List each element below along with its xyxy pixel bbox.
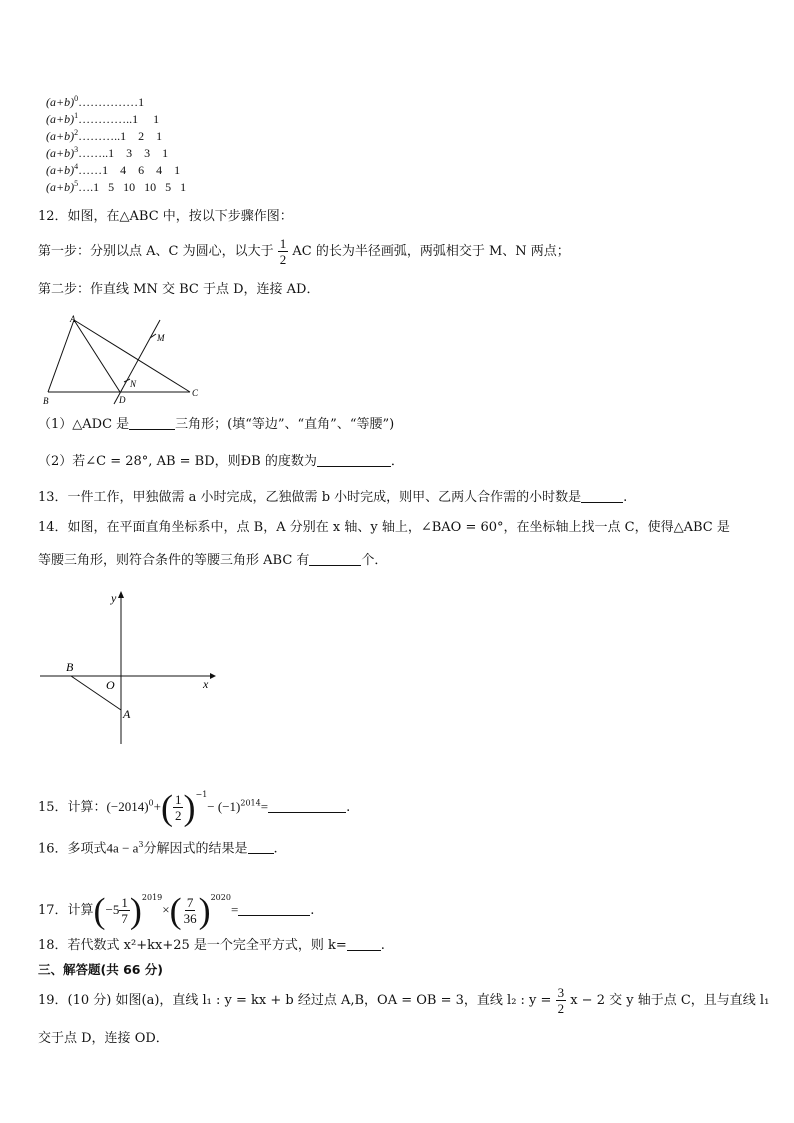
x-axis-arrow [210,673,216,679]
q15-exp: 0 [148,798,154,808]
q15-label: 15．计算： [38,800,107,815]
q15-term-c: − (−1) [207,799,241,814]
q13-text: 13．一件工作，甲独做需 a 小时完成，乙独做需 b 小时完成，则甲、乙两人合作需的小时数是 [38,490,582,505]
fraction [556,985,567,1016]
answer-blank[interactable] [238,901,310,916]
q16-exp: 3 [138,840,144,849]
frac-denominator: 7 [121,911,128,926]
pascal-lhs: (a+b) [46,163,75,177]
q12-part2 [38,452,404,471]
label-A: A [123,707,131,721]
frac-numerator: 1 [279,236,287,251]
pascal-row [46,175,186,196]
q15-eq: = [260,799,269,814]
fraction [119,895,130,926]
paren-left: ( [160,787,173,828]
pascal-coefs: 1 1 [132,112,160,126]
pascal-coefs: 1 [138,95,145,109]
paren-left: ( [169,890,182,931]
coordinate-figure [38,586,228,748]
paren-left: ( [93,890,106,931]
q15-term-a: (−2014) [106,799,149,814]
q18-end: . [380,938,385,953]
q12-step1-text: 第一步：分别以点 A、C 为圆心，以大于 [38,244,274,259]
frac-numerator: 3 [557,985,565,1000]
q18 [38,936,385,955]
pascal-exp: 4 [74,162,79,171]
q13-end: . [623,490,628,505]
pascal-dots: ………….. [78,112,133,126]
frac-denominator: 2 [174,808,182,823]
pascal-exp: 2 [74,128,79,137]
pascal-exp: 1 [74,111,79,120]
y-axis-arrow [118,591,124,598]
q17 [38,878,314,931]
pascal-dots: …………… [78,95,139,109]
q12-step1 [38,236,570,268]
q12-intro: 12．如图，在△ABC 中，按以下步骤作图： [38,209,293,224]
pascal-exp: 0 [74,94,79,103]
q12-part1-text-2: 三角形；(填“等边”、“直角”、“等腰”) [175,417,395,432]
frac-denominator: 36 [183,911,197,926]
q17-end: . [310,903,315,918]
q16-expr: 4a − a [106,840,139,856]
label-C: C [192,388,199,398]
q16-label: 16．多项式 [38,841,107,857]
q16-text: 分解因式的结果是 [143,841,248,857]
q15 [38,778,350,826]
q19-text-2: x − 2 交 y 轴于点 C，且与直线 l₁ [570,993,770,1008]
label-A: A [70,314,76,324]
edge-AB [48,320,74,392]
answer-blank[interactable] [248,839,274,854]
q12-step1-text-2: AC 的长为半径画弧，两弧相交于 M、N 两点； [292,244,570,259]
q12-part2-end: ． [390,454,404,469]
q19-line1 [38,984,769,1018]
fraction [278,236,289,267]
pascal-exp: 3 [74,145,79,154]
pascal-dots: …. [78,180,94,194]
q12-part1-text: （1）△ADC 是 [38,417,130,432]
label-D: D [119,395,126,405]
pascal-coefs: 1 3 3 1 [108,146,169,160]
answer-blank[interactable] [309,551,361,566]
q18-text: 18．若代数式 x²+kx+25 是一个完全平方式，则 k= [38,938,347,953]
frac-numerator: 1 [121,895,128,910]
pascal-lhs: (a+b) [46,129,75,143]
answer-blank[interactable] [317,452,391,467]
pascal-coefs: 1 4 6 4 1 [102,163,181,177]
q17-int: −5 [105,902,120,917]
answer-blank[interactable] [347,936,381,951]
q14-end: 个． [361,553,388,568]
label-x: x [203,677,209,691]
pascal-lhs: (a+b) [46,112,75,126]
q19-text: 19．(10 分) 如图(a)，直线 l₁ : y = kx + b 经过点 A,B，OA = OB = 3，直线 l₂ : y = [38,993,552,1008]
line-MN [114,320,160,404]
q14-text: 等腰三角形，则符合条件的等腰三角形 ABC 有 [38,553,310,568]
q16-end: . [273,841,278,857]
pascal-coefs: 1 5 10 10 5 1 [93,180,187,194]
fraction [173,792,184,823]
label-B: B [66,660,74,674]
pascal-lhs: (a+b) [46,146,75,160]
pascal-dots: …….. [78,146,109,160]
label-B: B [43,396,49,406]
label-y: y [111,591,117,605]
segment-AD [74,320,120,392]
q19-line2: 交于点 D，连接 OD． [38,1031,169,1046]
pascal-dots: …… [78,163,103,177]
q12-part1 [38,415,394,434]
q13 [38,488,627,507]
section-heading: 三、解答题(共 66 分) [38,962,164,977]
triangle-figure [40,312,215,408]
label-M: M [157,333,165,343]
q12-step2: 第二步：作直线 MN 交 BC 于点 D，连接 AD． [38,282,320,297]
q15-exp: 2014 [240,798,261,808]
pascal-coefs: 1 2 1 [120,129,163,143]
answer-blank[interactable] [129,415,175,430]
pascal-lhs: (a+b) [46,95,75,109]
q16 [38,836,278,858]
pascal-lhs: (a+b) [46,180,75,194]
q15-end: . [346,800,351,815]
q17-eq: = [230,902,239,917]
q15-exp: −1 [195,790,208,799]
frac-numerator: 1 [174,792,182,807]
fraction [182,895,199,926]
answer-blank[interactable] [268,798,346,813]
q12-part2-text: （2）若∠C = 28°, AB = BD，则ÐB 的度数为 [38,454,317,469]
q17-label: 17．计算 [38,903,94,918]
pascal-dots: ……….. [78,129,121,143]
label-N: N [130,379,137,389]
q15-plus: + [153,799,161,814]
answer-blank[interactable] [581,488,623,503]
frac-numerator: 7 [186,895,194,910]
q17-exp: 2020 [210,893,231,902]
pascal-exp: 5 [74,179,79,188]
q14-line1: 14．如图，在平面直角坐标系中，点 B，A 分别在 x 轴、y 轴上，∠BAO = 60°，在坐标轴上找一点 C，使得△ABC 是 [38,520,730,535]
paren-right: ) [198,890,211,931]
frac-denominator: 2 [557,1001,565,1016]
frac-denominator: 2 [279,252,287,267]
paren-right: ) [129,890,142,931]
paren-right: ) [183,787,196,828]
q17-times: × [162,902,170,917]
q14-line2 [38,551,387,570]
q17-exp: 2019 [141,893,163,902]
label-O: O [106,678,115,692]
